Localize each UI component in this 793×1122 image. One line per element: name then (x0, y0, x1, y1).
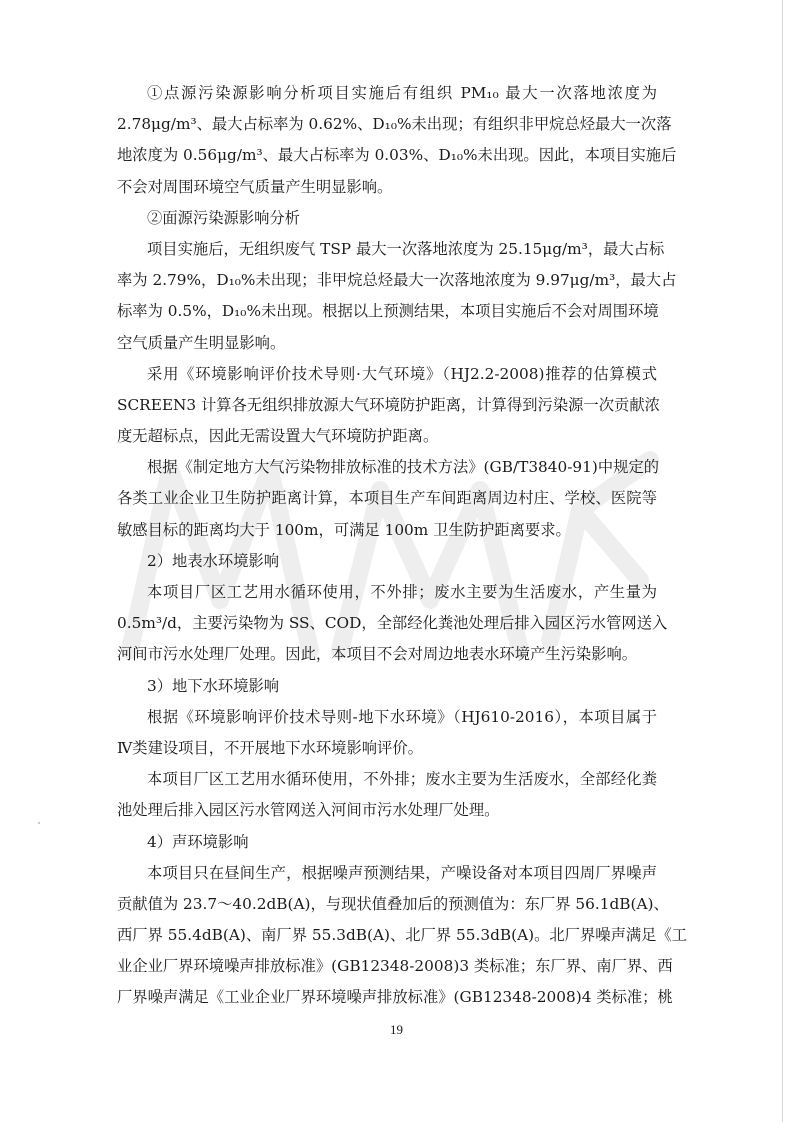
page-edge-line (782, 0, 783, 1122)
paragraph-line: 空气质量产生明显影响。 (117, 333, 286, 352)
paragraph-line: 率为 2.79%，D₁₀%未出现；非甲烷总烃最大一次落地浓度为 9.97μg/m³，最大占 (117, 271, 677, 290)
paragraph-line: 西厂界 55.4dB(A)、南厂界 55.3dB(A)、北厂界 55.3dB(A)。北厂界噪声满足《工 (117, 926, 688, 945)
paragraph-line: 本项目厂区工艺用水循环使用，不外排；废水主要为生活废水，全部经化粪 (147, 770, 657, 789)
scan-speck (38, 822, 40, 824)
paragraph-line: 度无超标点，因此无需设置大气环境防护距离。 (117, 427, 439, 446)
paragraph-line: 不会对周围环境空气质量产生明显影响。 (117, 177, 393, 196)
page-number: 19 (390, 1022, 403, 1037)
paragraph-line: ①点源污染源影响分析项目实施后有组织 PM₁₀ 最大一次落地浓度为 (147, 84, 657, 102)
paragraph-line: 根据《环境影响评价技术导则-地下水环境》（HJ610-2016），本项目属于 (147, 707, 657, 726)
paragraph-line: 标率为 0.5%，D₁₀%未出现。根据以上预测结果，本项目实施后不会对周围环境 (117, 302, 659, 321)
paragraph-line: 本项目厂区工艺用水循环使用，不外排；废水主要为生活废水，产生量为 (147, 583, 657, 601)
paragraph-line: Ⅳ类建设项目，不开展地下水环境影响评价。 (117, 738, 423, 757)
subsection-heading: ②面源污染源影响分析 (147, 208, 300, 227)
paragraph-line: 地浓度为 0.56μg/m³、最大占标率为 0.03%、D₁₀%未出现。因此，本项目实施后 (117, 146, 677, 165)
paragraph-line: 池处理后排入园区污水管网送入河间市污水处理厂处理。 (117, 801, 500, 820)
paragraph-line: 各类工业企业卫生防护距离计算，本项目生产车间距离周边村庄、学校、医院等 (117, 489, 657, 508)
paragraph-line: 采用《环境影响评价技术导则·大气环境》（HJ2.2-2008)推荐的估算模式 (147, 364, 657, 383)
paragraph-line: SCREEN3 计算各无组织排放源大气环境防护距离，计算得到污染源一次贡献浓 (117, 395, 660, 414)
paragraph-line: 本项目只在昼间生产，根据噪声预测结果，产噪设备对本项目四周厂界噪声 (147, 863, 657, 882)
paragraph-line: 2.78μg/m³、最大占标率为 0.62%、D₁₀%未出现；有组织非甲烷总烃最大一次落 (117, 115, 672, 134)
paragraph-line: 根据《制定地方大气污染物排放标准的技术方法》(GB/T3840-91)中规定的 (147, 458, 660, 477)
paragraph-line: 河间市污水处理厂处理。因此，本项目不会对周边地表水环境产生污染影响。 (117, 645, 638, 664)
section-heading: 4）声环境影响 (147, 832, 249, 851)
paragraph-line: 项目实施后，无组织废气 TSP 最大一次落地浓度为 25.15μg/m³，最大占标 (147, 239, 665, 258)
paragraph-line: 贡献值为 23.7～40.2dB(A)，与现状值叠加后的预测值为：东厂界 56.1dB(A)、 (117, 894, 669, 913)
paragraph-line: 厂界噪声满足《工业企业厂界环境噪声排放标准》(GB12348-2008)4 类标准；桃 (117, 988, 673, 1007)
section-heading: 3）地下水环境影响 (147, 676, 280, 695)
paragraph-line: 敏感目标的距离均大于 100m，可满足 100m 卫生防护距离要求。 (117, 520, 571, 539)
paragraph-line: 业企业厂界环境噪声排放标准》(GB12348-2008)3 类标准；东厂界、南厂界、西 (117, 957, 673, 976)
section-heading: 2）地表水环境影响 (147, 551, 280, 570)
paragraph-line: 0.5m³/d，主要污染物为 SS、COD，全部经化粪池处理后排入园区污水管网送入 (117, 614, 668, 633)
document-body (117, 78, 688, 1014)
